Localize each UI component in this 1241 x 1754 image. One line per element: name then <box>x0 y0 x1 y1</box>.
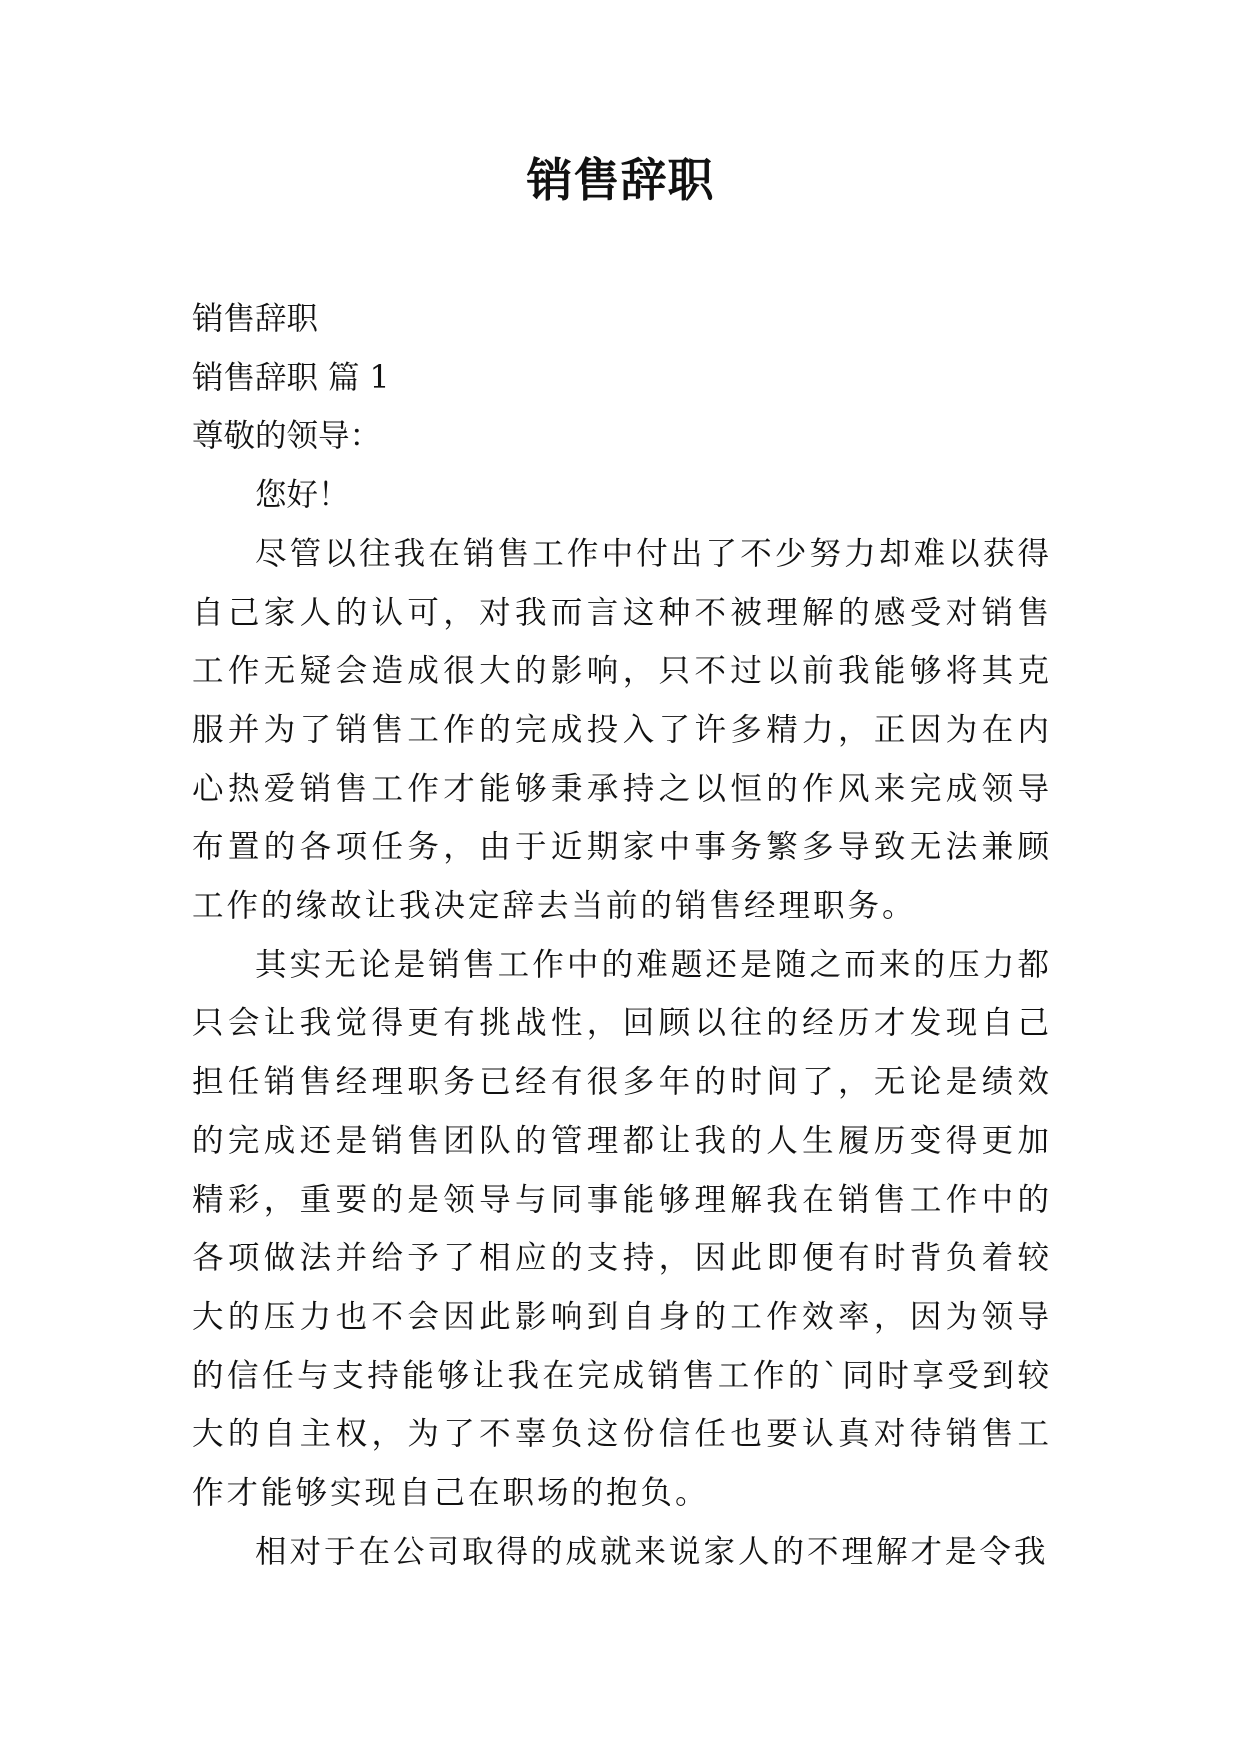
document-title: 销售辞职 <box>526 153 715 207</box>
document-subtitle: 销售辞职 <box>192 301 319 337</box>
greeting: 您好！ <box>255 477 350 514</box>
section-heading: 销售辞职 篇 1 <box>192 359 390 396</box>
salutation: 尊敬的领导： <box>192 418 382 455</box>
body-paragraph: 相对于在公司取得的成就来说家人的不理解才是令我 <box>255 1533 1049 1570</box>
document-body <box>192 290 1052 1581</box>
body-paragraph: 尽管以往我在销售工作中付出了不少努力却难以获得自己家人的认可，对我而言这种不被理解的感受对销售工作无疑会造成很大的影响，只不过以前我能够将其克服并为了销售工作的完成投入了许多精力，正因为在内心热爱销售工作才能够秉承持之以恒的作风来完成领导布置的各项任务，由于近期家中事务繁多导致无法兼顾工作的缘故让我决定辞去当前的销售经理职务。 <box>192 535 1052 925</box>
body-paragraph: 其实无论是销售工作中的难题还是随之而来的压力都只会让我觉得更有挑战性，回顾以往的经历才发现自己担任销售经理职务已经有很多年的时间了，无论是绩效的完成还是销售团队的管理都让我的人生履历变得更加精彩，重要的是领导与同事能够理解我在销售工作中的各项做法并给予了相应的支持，因此即便有时背负着较大的压力也不会因此影响到自身的工作效率，因为领导的信任与支持能够让我在完成销售工作的`同时享受到较大的自主权，为了不辜负这份信任也要认真对待销售工作才能够实现自己在职场的抱负。 <box>192 946 1052 1512</box>
